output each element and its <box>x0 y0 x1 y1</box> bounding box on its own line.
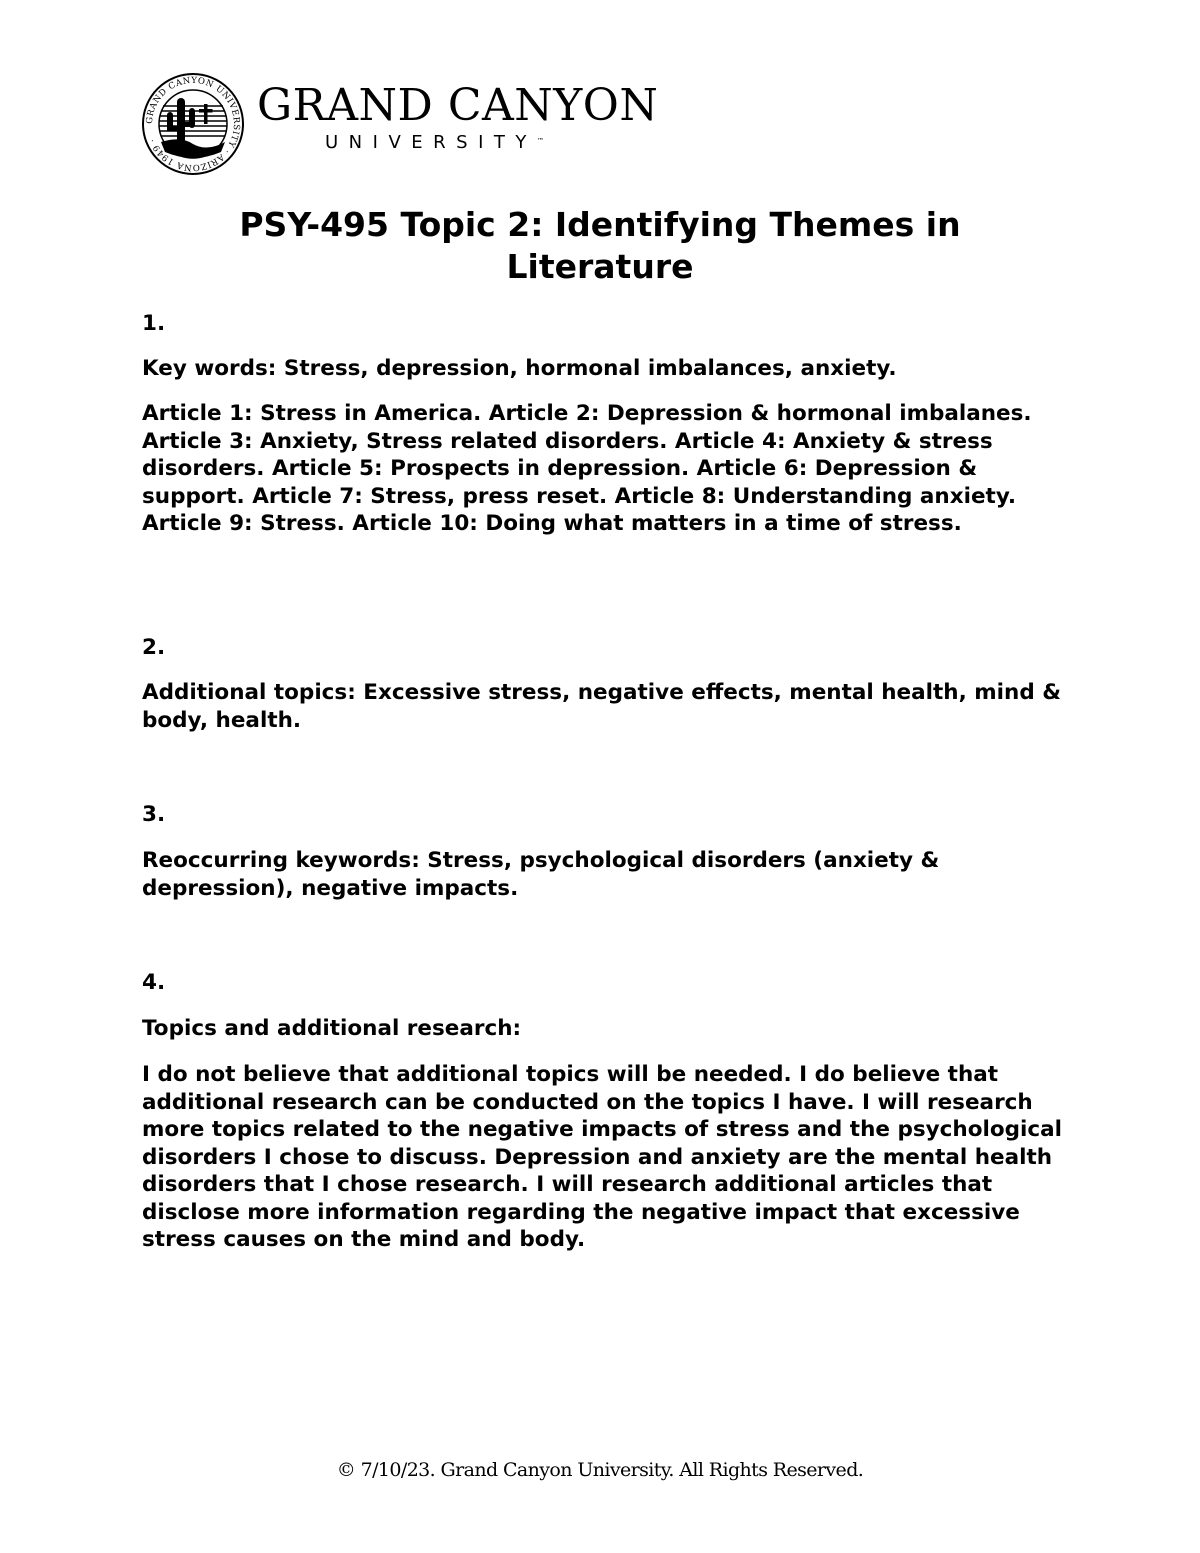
key-words-paragraph: Key words: Stress, depression, hormonal imbalances, anxiety. <box>142 356 897 381</box>
brand-name: GRAND CANYON <box>257 80 659 131</box>
section-number: 4. <box>142 970 166 995</box>
articles-paragraph: Article 1: Stress in America. Article 2: Depression & hormonal imbalanes. Article 3: Anxiety, Stress related disorders. Article 4: Anxiety & stress disorders. Article 5: Prospects in depression. Article 6: Depression & support. Article 7: Stress, press reset. Article 8: Understanding anxiety. Article 9: Stress. Article 10: Doing what matters in a time of stress. <box>142 401 1032 536</box>
svg-text:GRAND CANYON UNIVERSITY · ARIZ: GRAND CANYON UNIVERSITY · ARIZONA 1949 · <box>144 75 242 173</box>
additional-topics-paragraph: Additional topics: Excessive stress, negative effects, mental health, mind & body, health. <box>142 680 1061 733</box>
university-wordmark <box>257 80 659 153</box>
university-logo <box>141 72 659 176</box>
topics-research-paragraph: I do not believe that additional topics will be needed. I do believe that additional research can be conducted on the topics I have. I will research more topics related to the negative impacts of stress and the psychological disorders I chose to discuss. Depression and anxiety are the mental health disorders that I chose research. I will research additional articles that disclose more information regarding the negative impact that excessive stress causes on the mind and body. <box>142 1062 1062 1252</box>
brand-subtitle: UNIVERSITY™ <box>325 132 544 153</box>
copyright-footer: © 7/10/23. Grand Canyon University. All Rights Reserved. <box>336 1459 864 1481</box>
topics-research-heading: Topics and additional research: <box>142 1016 522 1041</box>
section-number: 1. <box>142 311 166 336</box>
section-number: 3. <box>142 802 166 827</box>
section-number: 2. <box>142 635 166 660</box>
university-seal-icon <box>141 72 245 176</box>
reoccurring-keywords-paragraph: Reoccurring keywords: Stress, psychological disorders (anxiety & depression), negative impacts. <box>142 848 940 901</box>
document-title: PSY-495 Topic 2: Identifying Themes in Literature <box>239 205 961 286</box>
